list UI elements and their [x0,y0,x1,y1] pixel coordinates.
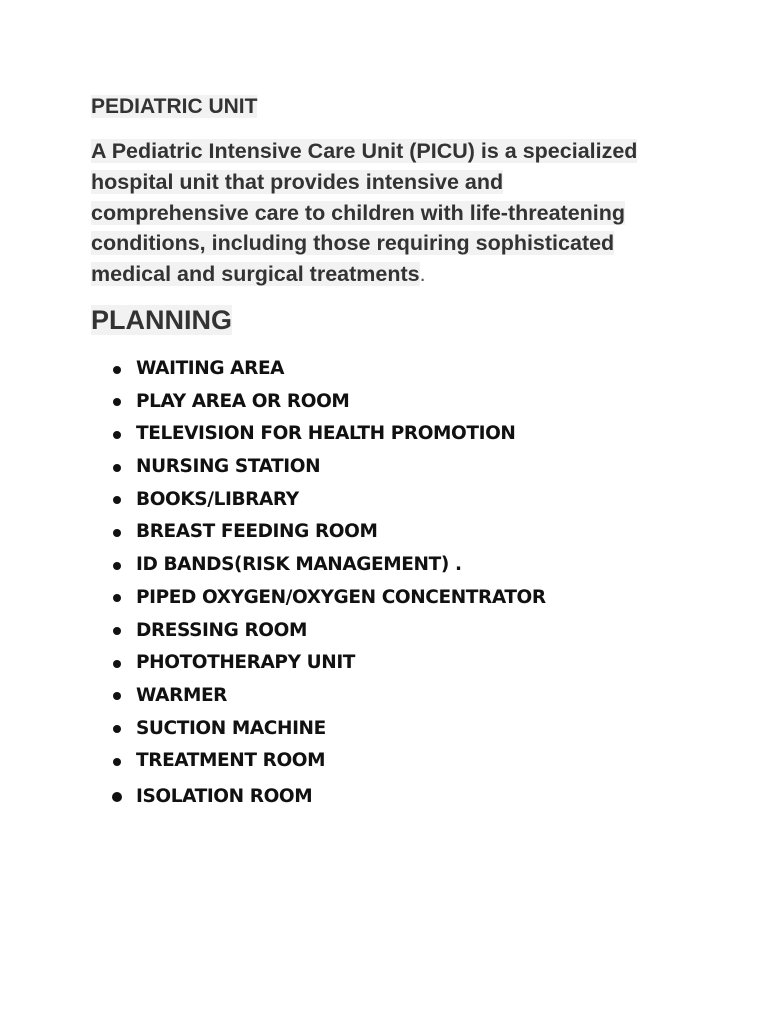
list-item-label: SUCTION MACHINE [136,717,326,739]
bullet-icon [113,562,121,570]
bullet-icon [113,725,121,733]
list-item-label: WARMER [136,684,228,706]
list-item-label: TREATMENT ROOM [136,750,326,772]
document-heading [91,94,257,120]
list-item-label: PIPED OXYGEN/OXYGEN CONCENTRATOR [136,586,546,608]
list-item [108,680,546,713]
bullet-icon [113,692,121,700]
heading-text: PEDIATRIC UNIT [91,95,258,118]
list-item-label: ID BANDS(RISK MANAGEMENT) . [136,554,462,576]
bullet-icon [112,792,122,802]
list-item-label: BREAST FEEDING ROOM [136,521,378,543]
list-item [108,386,546,419]
list-item [108,484,546,517]
list-item-label: ISOLATION ROOM [136,785,313,807]
bullet-icon [113,464,121,472]
list-item [108,745,546,778]
section-title-text: PLANNING [91,305,232,335]
list-item-label: WAITING AREA [136,358,285,379]
list-item [108,781,546,814]
bullet-icon [113,594,121,602]
intro-period: . [419,262,426,287]
list-item [108,353,546,386]
list-item-label: BOOKS/LIBRARY [136,488,299,510]
section-title [91,303,232,337]
bullet-icon [113,529,121,537]
list-item [108,713,546,746]
intro-line: A Pediatric Intensive Care Unit (PICU) is a specialized [91,139,638,163]
bullet-icon [113,398,121,406]
list-item [108,549,546,582]
list-item-label: TELEVISION FOR HEALTH PROMOTION [136,423,516,445]
intro-line: medical and surgical treatments [91,262,420,287]
bullet-icon [113,431,121,439]
intro-line: comprehensive care to children with life-threatening [91,200,626,225]
intro-line: conditions, including those requiring sophisticated [91,231,615,256]
list-item [108,615,546,648]
list-item [108,451,546,484]
list-item-label: PHOTOTHERAPY UNIT [136,652,356,674]
bullet-icon [113,627,121,635]
intro-line: hospital unit that provides intensive and [91,169,504,194]
list-item-label: NURSING STATION [136,456,321,478]
list-item [108,582,546,615]
bullet-icon [113,496,121,504]
bullet-icon [113,366,121,374]
list-item [108,418,546,451]
bullet-icon [113,758,121,766]
list-item-label: PLAY AREA OR ROOM [136,390,350,412]
bullet-icon [113,660,121,668]
list-item [108,516,546,549]
intro-paragraph [91,136,691,290]
planning-list [108,353,546,814]
list-item-label: DRESSING ROOM [136,619,307,641]
list-item [108,647,546,680]
